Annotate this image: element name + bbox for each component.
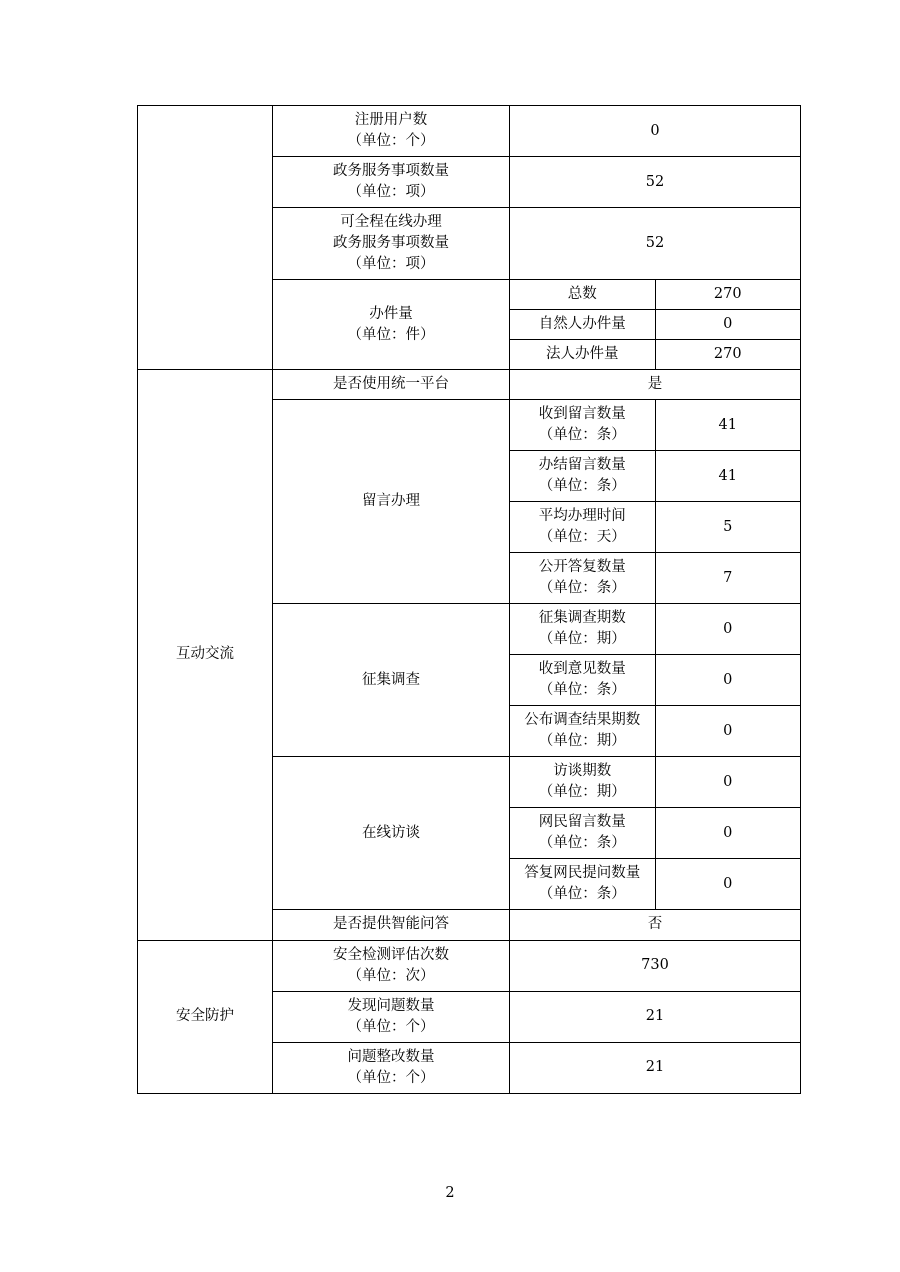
value-issues-fixed: 21	[510, 1042, 801, 1093]
item-label-line2: （单位：个）	[347, 133, 435, 150]
value-unified-platform: 是	[510, 370, 801, 400]
value-interview-periods: 0	[655, 757, 801, 808]
value-completed-messages: 41	[655, 451, 801, 502]
sub-netizen-messages	[510, 808, 656, 859]
value-security-checks: 730	[510, 940, 801, 991]
sub-answered-questions	[510, 859, 656, 910]
sub-label-line2: （单位：条）	[538, 886, 626, 903]
sub-public-replies	[510, 553, 656, 604]
value-gov-service-items: 52	[510, 157, 801, 208]
table-row	[138, 940, 801, 991]
sub-interview-periods	[510, 757, 656, 808]
item-label-line1: 注册用户数	[354, 112, 428, 128]
sub-label-line1: 网民留言数量	[538, 814, 626, 831]
sub-average-handling-time	[510, 502, 656, 553]
sub-label-legal-person: 法人办件量	[510, 340, 656, 370]
sub-label-line2: （单位：天）	[538, 529, 626, 546]
sub-received-messages	[510, 400, 656, 451]
item-label-line1: 政务服务事项数量	[333, 163, 449, 180]
sub-label-line2: （单位：期）	[538, 733, 626, 750]
sub-completed-messages	[510, 451, 656, 502]
sub-label-line1: 办结留言数量	[538, 457, 626, 474]
report-table-container	[137, 105, 785, 1094]
sub-published-results	[510, 706, 656, 757]
value-full-online-items: 52	[510, 208, 801, 280]
sub-label-line1: 访谈期数	[553, 763, 612, 780]
item-label-line2: （单位：个）	[347, 1069, 435, 1086]
page-number: 2	[445, 1185, 455, 1201]
category-cell-security: 安全防护	[138, 940, 273, 1093]
item-label-line2: （单位：次）	[347, 967, 435, 984]
sub-label-line2: （单位：条）	[538, 682, 626, 699]
item-label-line1: 安全检测评估次数	[333, 946, 449, 963]
sub-label-line1: 公开答复数量	[538, 559, 626, 576]
item-label-line1: 可全程在线办理	[340, 214, 442, 231]
value-survey-periods: 0	[655, 604, 801, 655]
item-security-checks	[273, 940, 510, 991]
item-handled-volume	[273, 280, 510, 370]
item-online-interview: 在线访谈	[273, 757, 510, 910]
value-netizen-messages: 0	[655, 808, 801, 859]
value-smart-qa: 否	[510, 910, 801, 940]
sub-label-total: 总数	[510, 280, 656, 310]
item-label-line2: 政务服务事项数量	[333, 235, 449, 252]
item-label-line1: 问题整改数量	[347, 1048, 435, 1065]
value-answered-questions: 0	[655, 859, 801, 910]
sub-opinions-received	[510, 655, 656, 706]
sub-label-line2: （单位：期）	[538, 784, 626, 801]
item-message-handling: 留言办理	[273, 400, 510, 604]
value-issues-found: 21	[510, 991, 801, 1042]
category-cell-service	[138, 106, 273, 370]
value-received-messages: 41	[655, 400, 801, 451]
sub-label-natural-person: 自然人办件量	[510, 310, 656, 340]
item-label-line2: （单位：件）	[347, 326, 435, 343]
item-label-line2: （单位：个）	[347, 1018, 435, 1035]
item-label-line2: （单位：项）	[347, 184, 435, 201]
sub-label-line1: 征集调查期数	[538, 610, 626, 627]
sub-label-line2: （单位：条）	[538, 580, 626, 597]
sub-survey-periods	[510, 604, 656, 655]
item-gov-service-items	[273, 157, 510, 208]
item-survey: 征集调查	[273, 604, 510, 757]
item-issues-fixed	[273, 1042, 510, 1093]
item-issues-found	[273, 991, 510, 1042]
table-row	[138, 106, 801, 157]
item-registered-users	[273, 106, 510, 157]
value-handled-total: 270	[655, 280, 801, 310]
value-handled-legal-person: 270	[655, 340, 801, 370]
value-registered-users: 0	[510, 106, 801, 157]
item-label-line3: （单位：项）	[347, 256, 435, 273]
sub-label-line1: 公布调查结果期数	[524, 712, 641, 729]
item-smart-qa: 是否提供智能问答	[273, 910, 510, 940]
item-label-line1: 办件量	[369, 305, 413, 322]
value-average-handling-time: 5	[655, 502, 801, 553]
value-opinions-received: 0	[655, 655, 801, 706]
annual-report-table	[137, 105, 801, 1094]
sub-label-line2: （单位：条）	[538, 427, 626, 444]
sub-label-line2: （单位：条）	[538, 835, 626, 852]
sub-label-line1: 平均办理时间	[538, 508, 626, 525]
sub-label-line2: （单位：期）	[538, 631, 626, 648]
item-unified-platform: 是否使用统一平台	[273, 370, 510, 400]
category-cell-interaction: 互动交流	[138, 370, 273, 940]
sub-label-line1: 收到意见数量	[538, 661, 626, 678]
sub-label-line1: 收到留言数量	[538, 406, 626, 423]
value-public-replies: 7	[655, 553, 801, 604]
item-full-online-items	[273, 208, 510, 280]
table-row	[138, 370, 801, 400]
sub-label-line1: 答复网民提问数量	[524, 865, 641, 882]
value-handled-natural-person: 0	[655, 310, 801, 340]
item-label-line1: 发现问题数量	[347, 997, 435, 1014]
sub-label-line2: （单位：条）	[538, 478, 626, 495]
value-published-results: 0	[655, 706, 801, 757]
